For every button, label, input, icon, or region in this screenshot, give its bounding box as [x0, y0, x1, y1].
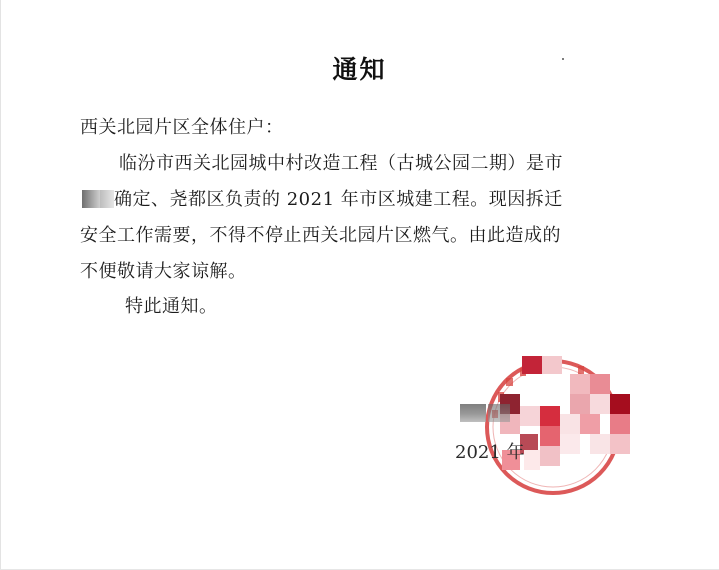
body-line-2-text: 确定、尧都区负责的 2021 年市区城建工程。现因拆迁	[114, 189, 563, 210]
signature-block	[440, 330, 640, 500]
redacted-text	[82, 190, 100, 208]
signature-date: 2021 年	[455, 442, 525, 463]
salutation: 西关北园片区全体住户：	[80, 117, 284, 138]
redacted-text-fade	[100, 190, 114, 208]
signature-org-partial	[460, 404, 510, 427]
body-line-3: 安全工作需要，不得不停止西关北园片区燃气。由此造成的	[80, 225, 561, 246]
closing-line: 特此通知。	[125, 296, 218, 317]
body-line-1: 临汾市西关北园城中村改造工程（古城公园二期）是市	[119, 153, 563, 174]
body-line-2	[82, 189, 563, 211]
notice-title: 通知	[332, 55, 387, 84]
body-line-4: 不便敬请大家谅解。	[80, 261, 247, 282]
